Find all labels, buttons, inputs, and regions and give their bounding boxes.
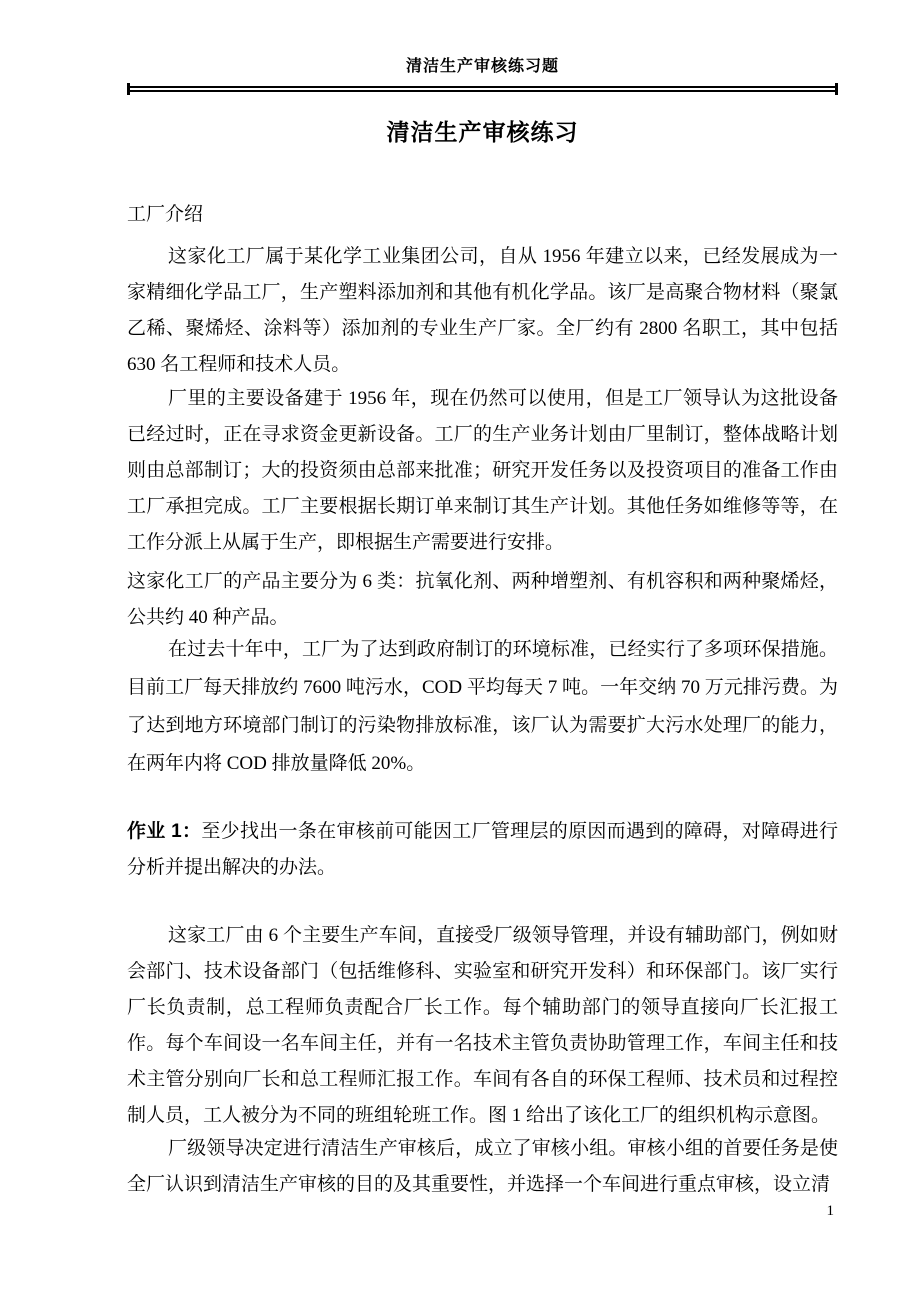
paragraph-organization-structure: 这家工厂由 6 个主要生产车间，直接受厂级领导管理，并设有辅助部门，例如财会部门、技术设备部门（包括维修科、实验室和研究开发科）和环保部门。该厂实行厂长负责制，总工程师负责配合厂长工作。每个辅助部门的领导直接向厂长汇报工作。每个车间设一名车间主任，并有一名技术主管负责协助管理工作，车间主任和技术主管分别向厂长和总工程师汇报工作。车间有各自的环保工程师、技术员和过程控制人员，工人被分为不同的班组轮班工作。图 1 给出了该化工厂的组织机构示意图。 (127, 925, 838, 1126)
paragraph-assignment-1 (127, 814, 838, 886)
page-content (127, 0, 838, 1302)
page-header-title: 清洁生产审核练习题 (405, 58, 559, 75)
assignment-1-label: 作业 1： (127, 821, 202, 842)
page-number: 1 (826, 1203, 834, 1219)
document-title: 清洁生产审核练习 (386, 119, 579, 145)
assignment-1-text: 至少找出一条在审核前可能因工厂管理层的原因而遇到的障碍，对障碍进行分析并提出解决的办法。 (127, 821, 838, 878)
paragraph-environment-measures: 在过去十年中，工厂为了达到政府制订的环境标准，已经实行了多项环保措施。目前工厂每天排放约 7600 吨污水，COD 平均每天 7 吨。一年交纳 70 万元排污费。为了达到地方环境部门制订的污染物排放标准，该厂认为需要扩大污水处理厂的能力，在两年内将 COD 排放量降低 20%。 (127, 639, 838, 774)
paragraph-products: 这家化工厂的产品主要分为 6 类：抗氧化剂、两种增塑剂、有机容积和两种聚烯烃，公共约 40 种产品。 (127, 571, 838, 628)
paragraph-audit-team: 厂级领导决定进行清洁生产审核后，成立了审核小组。审核小组的首要任务是使全厂认识到清洁生产审核的目的及其重要性，并选择一个车间进行重点审核，设立清 (127, 1138, 838, 1195)
section-label-factory-intro: 工厂介绍 (127, 204, 204, 225)
header-divider-rule (127, 86, 838, 92)
paragraph-equipment-planning: 厂里的主要设备建于 1956 年，现在仍然可以使用，但是工厂领导认为这批设备已经过时，正在寻求资金更新设备。工厂的生产业务计划由厂里制订，整体战略计划则由总部制订；大的投资须由总部来批准；研究开发任务以及投资项目的准备工作由工厂承担完成。工厂主要根据长期订单来制订其生产计划。其他任务如维修等等，在工作分派上从属于生产，即根据生产需要进行安排。 (127, 388, 838, 553)
paragraph-factory-overview: 这家化工厂属于某化学工业集团公司，自从 1956 年建立以来，已经发展成为一家精细化学品工厂，生产塑料添加剂和其他有机化学品。该厂是高聚合物材料（聚氯乙稀、聚烯烃、涂料等）添加剂的专业生产厂家。全厂约有 2800 名职工，其中包括 630 名工程师和技术人员。 (127, 246, 838, 375)
